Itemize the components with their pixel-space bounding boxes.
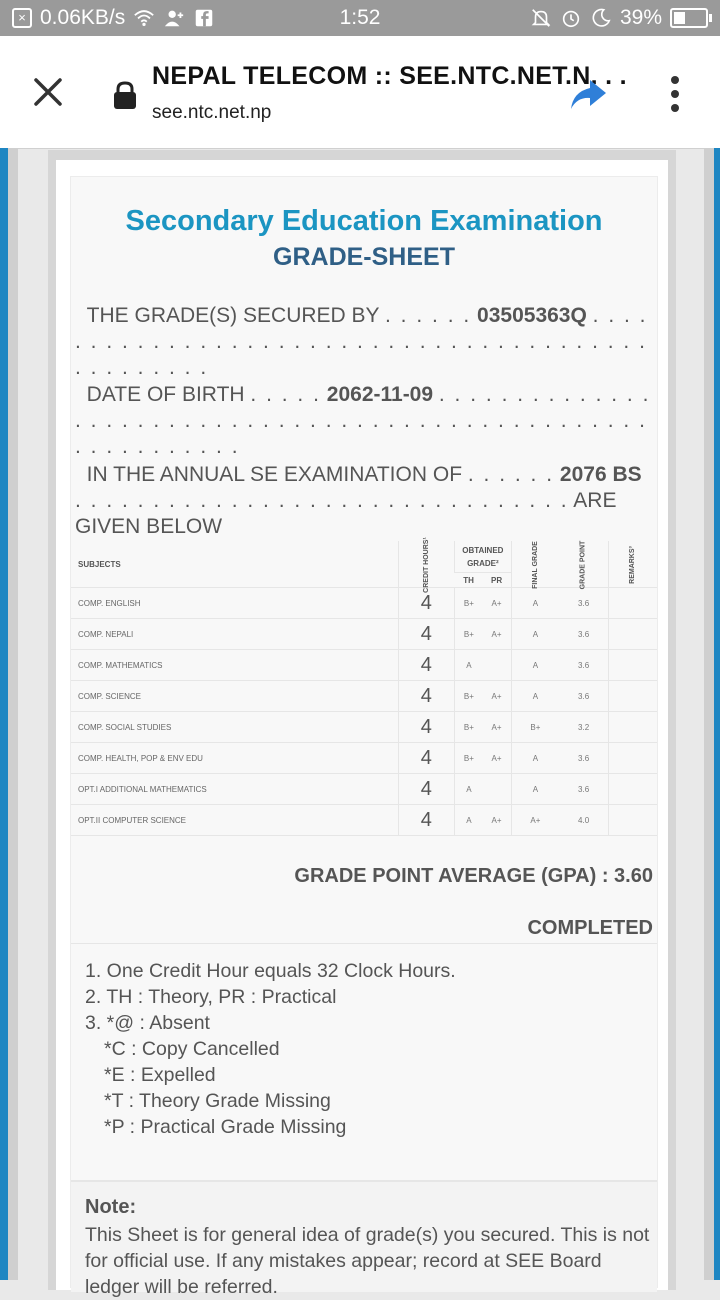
more-menu-icon[interactable] <box>662 74 688 114</box>
alarm-icon <box>560 7 582 29</box>
url-text[interactable]: see.ntc.net.np <box>152 102 272 123</box>
header-credit-hours: CREDIT HOURS¹ <box>398 541 455 588</box>
subject-cell: OPT.II COMPUTER SCIENCE <box>71 805 398 836</box>
remarks-cell <box>608 588 657 619</box>
table-row <box>71 743 657 774</box>
subject-cell: COMP. MATHEMATICS <box>71 650 398 681</box>
dob-value: 2062-11-09 <box>326 383 434 406</box>
header-obtained-grade: OBTAINED GRADE² <box>455 541 511 573</box>
subject-cell: COMP. HEALTH, POP & ENV EDU <box>71 743 398 774</box>
note-expelled: *E : Expelled <box>104 1064 216 1086</box>
final-grade-cell: A <box>511 743 559 774</box>
subject-cell: OPT.I ADDITIONAL MATHEMATICS <box>71 774 398 805</box>
disclaimer-text: This Sheet is for general idea of grade(s) you secured. This is not for official use. If any mistakes appear; record at SEE Board ledger will be referred. <box>85 1224 650 1298</box>
th-cell: B+ <box>455 681 483 712</box>
data-rate: 0.06KB/s <box>40 6 126 29</box>
exam-label: IN THE ANNUAL SE EXAMINATION OF <box>86 463 463 486</box>
secured-by-label: THE GRADE(S) SECURED BY <box>86 304 380 327</box>
grade-point-cell: 3.6 <box>559 619 608 650</box>
table-row <box>71 681 657 712</box>
final-grade-cell: A <box>511 650 559 681</box>
header-remarks: REMARKS³ <box>608 541 657 588</box>
pr-cell: A+ <box>483 743 511 774</box>
completion-status: COMPLETED <box>527 917 653 939</box>
final-grade-cell: A <box>511 681 559 712</box>
table-row <box>71 588 657 619</box>
page-edge-right <box>714 148 720 1280</box>
lock-icon <box>112 80 138 110</box>
grade-point-cell: 3.2 <box>559 712 608 743</box>
dob-line: DATE OF BIRTH . . . . . 2062-11-09 . . . . . . . . . . . . . . . . . . . . . . . . . . . . . . . . . . . . . . . . . . . . . . . . . . . . . . . . . . . . . . <box>75 383 651 458</box>
exam-year: 2076 BS <box>559 463 642 486</box>
pr-cell: A+ <box>483 805 511 836</box>
final-grade-cell: B+ <box>511 712 559 743</box>
remarks-cell <box>608 774 657 805</box>
grade-point-cell: 4.0 <box>559 805 608 836</box>
credit-cell: 4 <box>398 650 455 681</box>
th-cell: A <box>455 774 483 805</box>
remarks-cell <box>608 681 657 712</box>
note-absent: 3. *@ : Absent <box>85 1012 210 1034</box>
th-cell: A <box>455 650 483 681</box>
note-theory-missing: *T : Theory Grade Missing <box>104 1090 331 1112</box>
final-grade-cell: A <box>511 588 559 619</box>
table-row <box>71 712 657 743</box>
share-icon[interactable] <box>568 76 608 112</box>
grade-point-cell: 3.6 <box>559 743 608 774</box>
browser-toolbar <box>0 36 720 149</box>
remarks-cell <box>608 743 657 774</box>
header-pr: PR <box>483 573 511 588</box>
pr-cell <box>483 774 511 805</box>
page-title: NEPAL TELECOM :: SEE.NTC.NET.N. . . <box>152 62 627 90</box>
status-right <box>530 6 708 30</box>
note-practical-missing: *P : Practical Grade Missing <box>104 1116 347 1138</box>
credit-cell: 4 <box>398 712 455 743</box>
disclaimer-box <box>71 1181 657 1298</box>
exam-heading: Secondary Education Examination <box>125 205 603 237</box>
dob-label: DATE OF BIRTH <box>86 383 245 406</box>
credit-cell: 4 <box>398 588 455 619</box>
credit-cell: 4 <box>398 743 455 774</box>
table-row <box>71 805 657 836</box>
table-row <box>71 650 657 681</box>
th-cell: B+ <box>455 712 483 743</box>
remarks-cell <box>608 650 657 681</box>
th-cell: B+ <box>455 588 483 619</box>
page-edge-left <box>0 148 8 1280</box>
remarks-cell <box>608 619 657 650</box>
grade-point-cell: 3.6 <box>559 588 608 619</box>
subject-cell: COMP. ENGLISH <box>71 588 398 619</box>
clock: 1:52 <box>339 6 381 29</box>
grade-table <box>71 537 657 836</box>
battery-percent: 39% <box>619 6 662 29</box>
subject-cell: COMP. SCIENCE <box>71 681 398 712</box>
th-cell: B+ <box>455 743 483 774</box>
remarks-cell <box>608 712 657 743</box>
table-row <box>71 774 657 805</box>
pr-cell <box>483 650 511 681</box>
credit-cell: 4 <box>398 681 455 712</box>
grade-point-cell: 3.6 <box>559 650 608 681</box>
disclaimer-title: Note: <box>85 1196 137 1218</box>
pr-cell: A+ <box>483 619 511 650</box>
credit-cell: 4 <box>398 774 455 805</box>
credit-cell: 4 <box>398 805 455 836</box>
pr-cell: A+ <box>483 712 511 743</box>
header-th: TH <box>455 573 483 588</box>
gpa-text: GRADE POINT AVERAGE (GPA) : 3.60 <box>294 865 653 887</box>
note-credit-hour: 1. One Credit Hour equals 32 Clock Hours. <box>85 960 456 982</box>
final-grade-cell: A <box>511 619 559 650</box>
battery-icon <box>670 8 708 28</box>
grade-point-cell: 3.6 <box>559 681 608 712</box>
final-grade-cell: A+ <box>511 805 559 836</box>
pr-cell: A+ <box>483 588 511 619</box>
th-cell: A <box>455 805 483 836</box>
final-grade-cell: A <box>511 774 559 805</box>
moon-icon <box>590 7 612 29</box>
legend-notes <box>71 943 657 1181</box>
credit-cell: 4 <box>398 619 455 650</box>
page-margin-right <box>704 148 714 1280</box>
close-icon[interactable] <box>28 72 68 112</box>
grade-point-cell: 3.6 <box>559 774 608 805</box>
table-row <box>71 619 657 650</box>
silent-bell-icon <box>530 7 552 29</box>
grade-sheet-heading: GRADE-SHEET <box>273 243 455 271</box>
grade-sheet <box>70 176 658 1298</box>
header-grade-point: GRADE POINT <box>559 541 608 588</box>
page-margin-left <box>8 148 18 1280</box>
status-bar <box>0 0 720 36</box>
subject-cell: COMP. NEPALI <box>71 619 398 650</box>
th-cell: B+ <box>455 619 483 650</box>
note-copy-cancelled: *C : Copy Cancelled <box>104 1038 280 1060</box>
secured-by-line: THE GRADE(S) SECURED BY . . . . . . 03505363Q . . . . . . . . . . . . . . . . . . . . . . . . . . . . . . . . . . . . . . . . . . . . . . . . . . <box>75 304 648 379</box>
remarks-cell <box>608 805 657 836</box>
given-below-text: ARE GIVEN BELOW <box>75 489 617 538</box>
header-subjects: SUBJECTS <box>71 541 398 588</box>
header-final-grade: FINAL GRADE <box>511 541 559 588</box>
exam-line: IN THE ANNUAL SE EXAMINATION OF . . . . . . 2076 BS . . . . . . . . . . . . . . . . . . . . . . . . . . . . . . . . ARE GIVEN BELOW <box>75 463 642 538</box>
pr-cell: A+ <box>483 681 511 712</box>
symbol-number: 03505363Q <box>477 304 587 327</box>
note-th-pr: 2. TH : Theory, PR : Practical <box>85 986 337 1008</box>
subject-cell: COMP. SOCIAL STUDIES <box>71 712 398 743</box>
notification-x-icon: × <box>12 8 32 28</box>
